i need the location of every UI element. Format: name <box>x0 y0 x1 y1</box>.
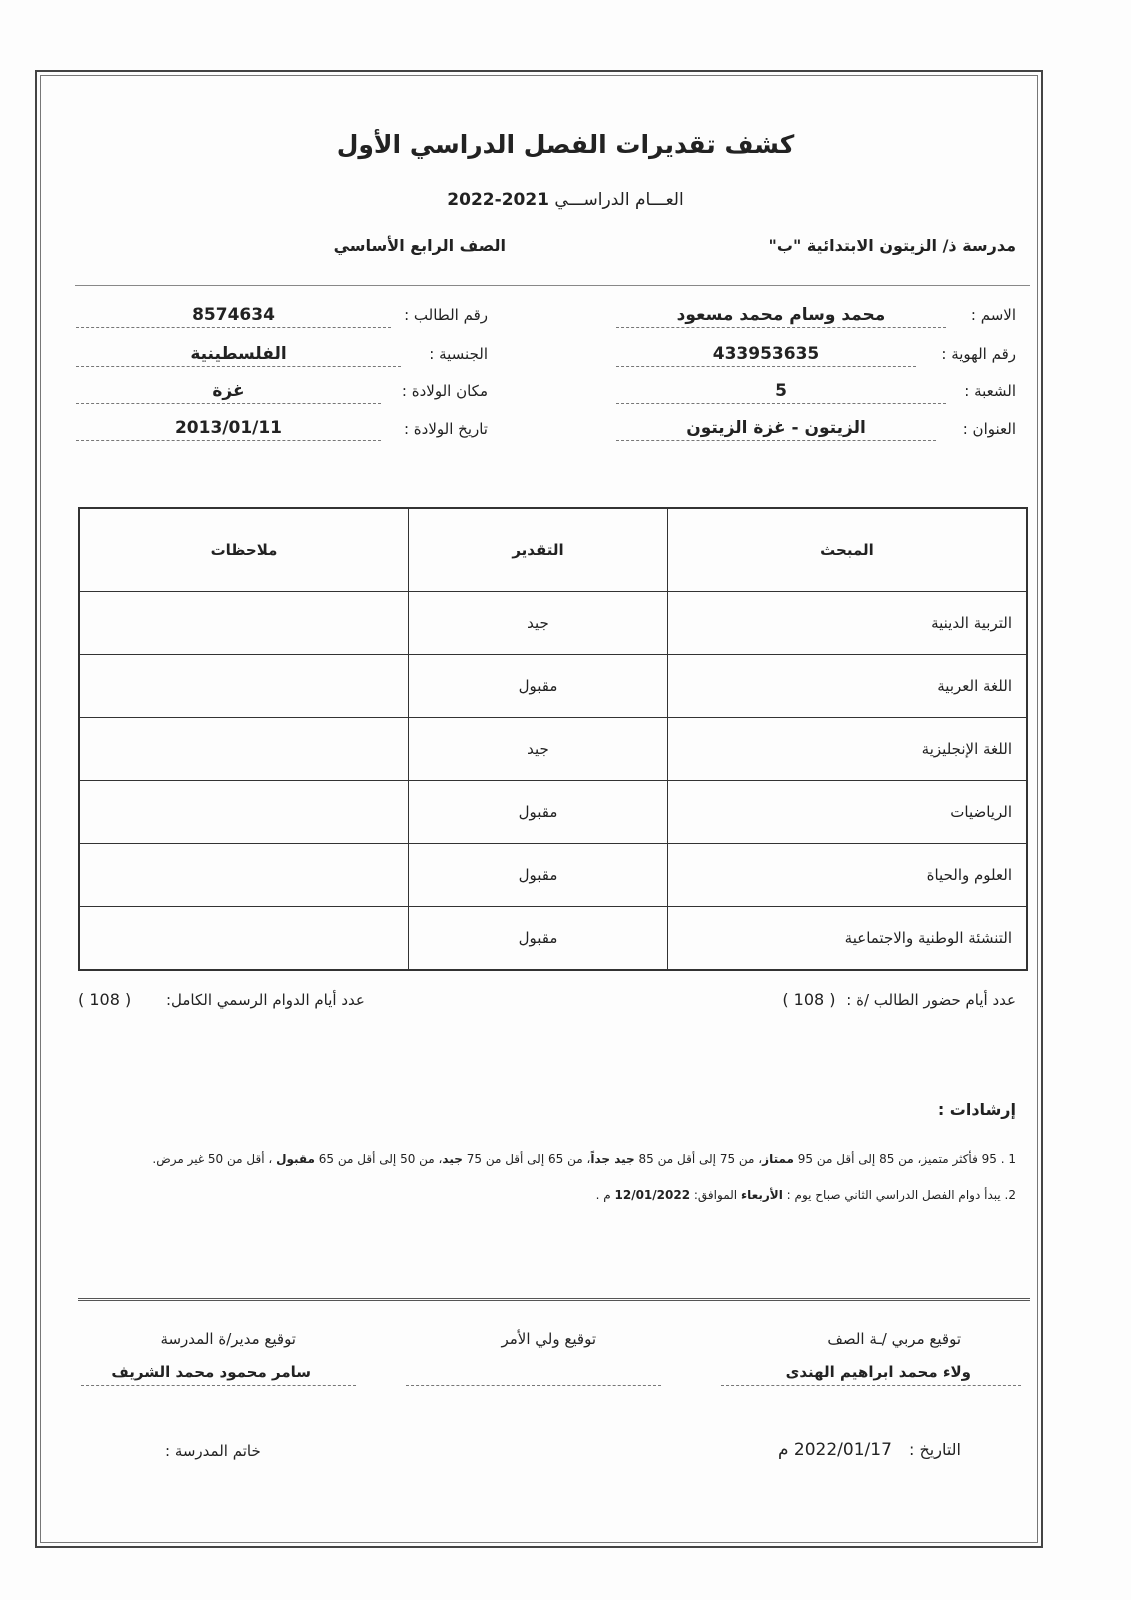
attendance-present <box>782 990 1016 1009</box>
number-label: رقم الطالب : <box>404 306 488 324</box>
guidance-text: 2. يبدأ دوام الفصل الدراسي الثاني صباح يوم : <box>782 1188 1016 1202</box>
student-birthplace: غزة <box>76 381 381 404</box>
nationality-label: الجنسية : <box>429 345 488 363</box>
student-number: 8574634 <box>76 305 391 328</box>
guidance-heading: إرشادات : <box>937 1100 1016 1119</box>
grade-cell: مقبول <box>409 844 668 907</box>
guidance-bold: الأربعاء <box>740 1188 783 1202</box>
signature-divider <box>78 1298 1030 1301</box>
subject-cell: الرياضيات <box>668 781 1028 844</box>
table-row <box>79 592 1027 655</box>
table-row <box>79 907 1027 971</box>
year-value: 2021-2022 <box>447 190 550 210</box>
teacher-name: ولاء محمد ابراهيم الهندى <box>785 1363 971 1381</box>
year-label: العـــام الدراســـي <box>554 190 684 210</box>
guardian-signature-line <box>406 1385 661 1386</box>
grade-level: الصف الرابع الأساسي <box>333 236 506 255</box>
table-row <box>79 718 1027 781</box>
date-value: 2022/01/17 م <box>777 1440 892 1460</box>
name-label: الاسم : <box>970 306 1016 324</box>
date-label: التاريخ : <box>908 1440 961 1459</box>
attendance-total <box>78 990 365 1009</box>
document-title: كشف تقديرات الفصل الدراسي الأول <box>336 130 795 159</box>
table-row <box>79 781 1027 844</box>
student-section: 5 <box>616 381 946 404</box>
guidance-text: ، من 65 إلى أقل من 75 <box>462 1152 591 1166</box>
guidance-bold: جيد <box>442 1152 463 1166</box>
guidance-bold: ممتاز <box>762 1152 794 1166</box>
notes-cell <box>79 781 409 844</box>
student-address: الزيتون - غزة الزيتون <box>616 418 936 441</box>
header-divider <box>75 285 1030 286</box>
issue-date <box>778 1440 961 1460</box>
guidance-text: ، من 75 إلى أقل من 85 <box>634 1152 763 1166</box>
attendance-total-label: عدد أيام الدوام الرسمي الكامل: <box>165 991 365 1009</box>
table-header-row <box>79 508 1027 592</box>
address-label: العنوان : <box>962 420 1016 438</box>
attendance-present-label: عدد أيام حضور الطالب /ة : <box>846 991 1016 1009</box>
grade-cell: مقبول <box>409 907 668 971</box>
table-row <box>79 844 1027 907</box>
grade-cell: مقبول <box>409 781 668 844</box>
guidance-text: ، أقل من 50 غير مرض. <box>152 1152 277 1166</box>
notes-cell <box>79 655 409 718</box>
student-name: محمد وسام محمد مسعود <box>616 305 946 328</box>
guidance-item-2 <box>596 1188 1016 1202</box>
subject-cell: العلوم والحياة <box>668 844 1028 907</box>
grade-cell: جيد <box>409 592 668 655</box>
student-birthdate: 2013/01/11 <box>76 418 381 441</box>
guidance-text: الموافق: <box>690 1188 741 1202</box>
principal-signature-line <box>81 1385 356 1386</box>
teacher-signature-label: توقيع مربي /ـة الصف <box>827 1330 961 1348</box>
subject-cell: اللغة العربية <box>668 655 1028 718</box>
header-subject: المبحث <box>668 508 1028 592</box>
birthdate-label: تاريخ الولادة : <box>403 420 488 438</box>
table-row <box>79 655 1027 718</box>
guidance-text: م . <box>595 1188 615 1202</box>
subject-cell: اللغة الإنجليزية <box>668 718 1028 781</box>
guidance-bold: مقبول <box>276 1152 315 1166</box>
principal-name: سامر محمود محمد الشريف <box>111 1363 311 1381</box>
guardian-signature-label: توقيع ولي الأمر <box>501 1330 596 1348</box>
grade-cell: جيد <box>409 718 668 781</box>
guidance-bold: جيد جداً <box>590 1152 635 1166</box>
school-seal-label: خاتم المدرسة : <box>165 1442 261 1460</box>
school-name: مدرسة ذ/ الزيتون الابتدائية "ب" <box>768 236 1016 255</box>
grades-table <box>78 507 1028 971</box>
notes-cell <box>79 718 409 781</box>
student-id: 433953635 <box>616 344 916 367</box>
guidance-item-1 <box>152 1152 1016 1166</box>
academic-year <box>0 190 1131 210</box>
subject-cell: التربية الدينية <box>668 592 1028 655</box>
grade-cell: مقبول <box>409 655 668 718</box>
teacher-signature-line <box>721 1385 1021 1386</box>
guidance-text: 1 . 95 فأكثر متميز، من 85 إلى أقل من 95 <box>793 1152 1016 1166</box>
section-label: الشعبة : <box>964 382 1016 400</box>
notes-cell <box>79 592 409 655</box>
notes-cell <box>79 844 409 907</box>
birthplace-label: مكان الولادة : <box>401 382 488 400</box>
attendance-total-value: ( 108 ) <box>78 990 132 1009</box>
subject-cell: التنشئة الوطنية والاجتماعية <box>668 907 1028 971</box>
principal-signature-label: توقيع مدير/ة المدرسة <box>160 1330 296 1348</box>
header-grade: التقدير <box>409 508 668 592</box>
student-nationality: الفلسطينية <box>76 344 401 367</box>
guidance-text: ، من 50 إلى أقل من 65 <box>314 1152 443 1166</box>
guidance-bold: 12/01/2022 <box>614 1188 691 1202</box>
id-label: رقم الهوية : <box>941 345 1016 363</box>
attendance-present-value: ( 108 ) <box>782 990 836 1009</box>
notes-cell <box>79 907 409 971</box>
header-notes: ملاحظات <box>79 508 409 592</box>
